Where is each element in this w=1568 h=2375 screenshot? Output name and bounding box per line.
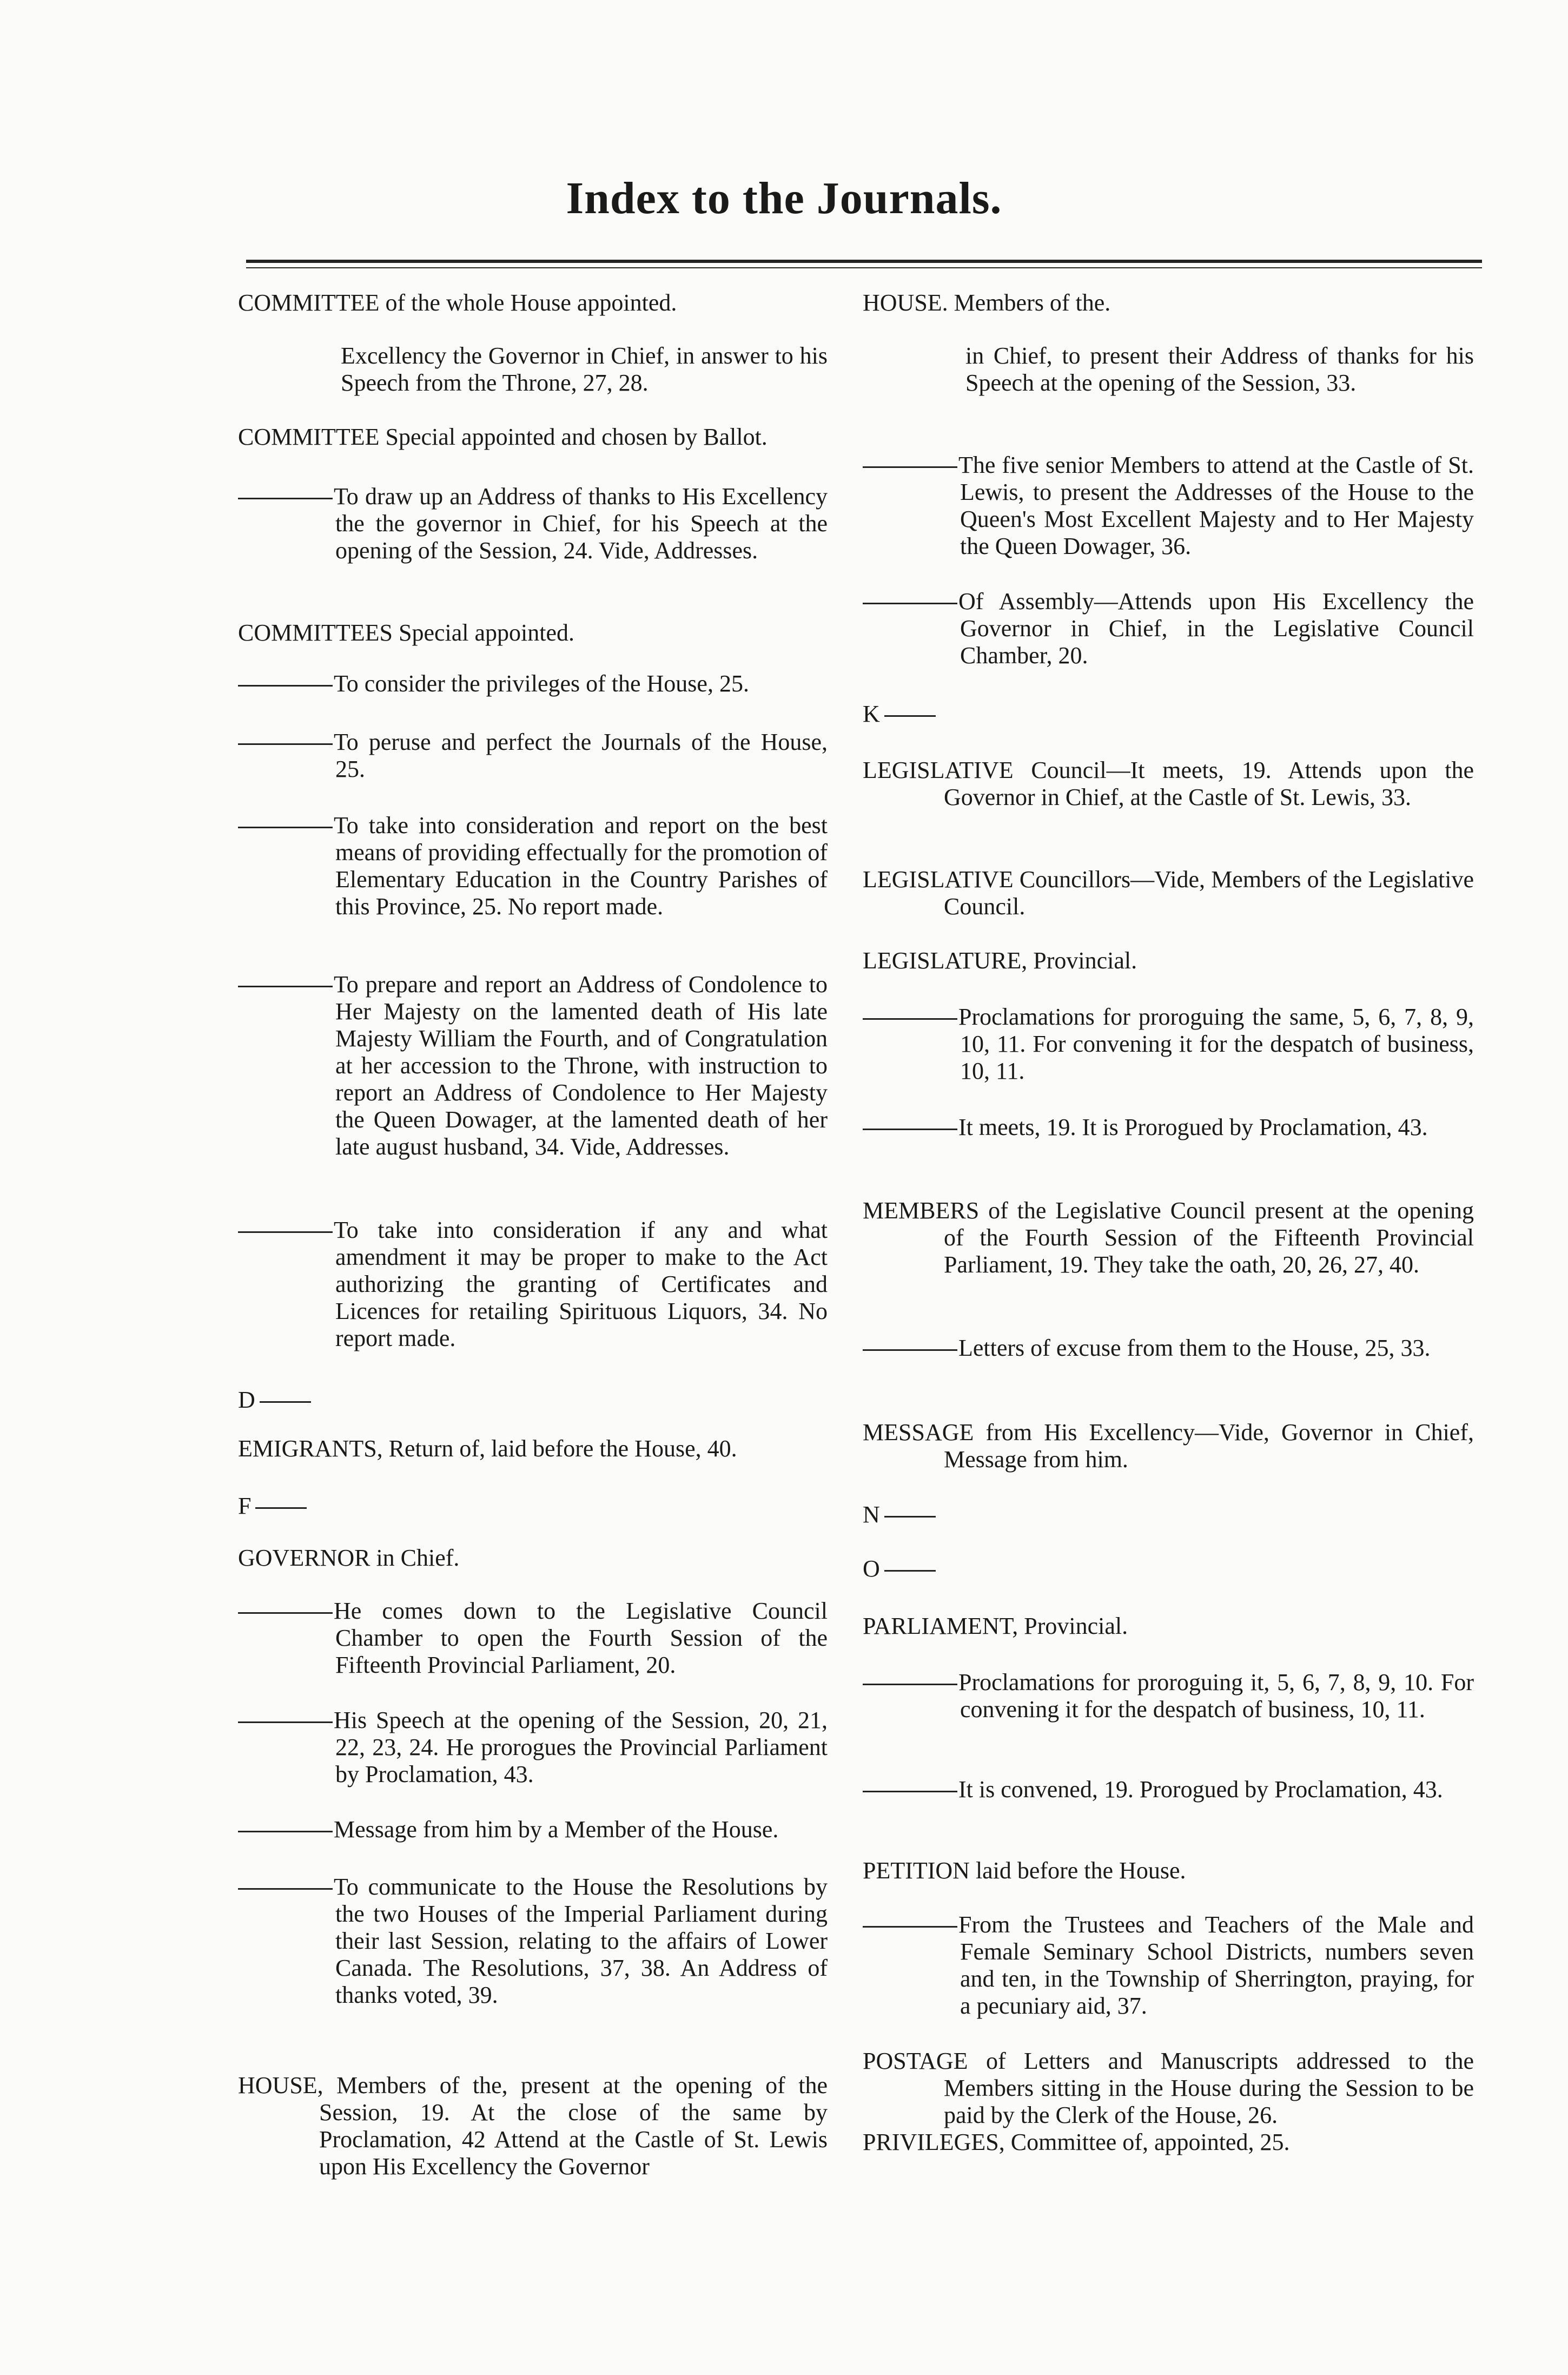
- index-subentry: To take into consideration if any and what amendment it may be proper to make to the Act authorizing the granting of Certificates and Licences for retailing Spirituous Liquors, 34. No report made.: [238, 1217, 828, 1352]
- section-letter: K: [863, 701, 1474, 728]
- em-dash-rule: [238, 1721, 333, 1723]
- index-subentry: Proclamations for proroguing the same, 5, 6, 7, 8, 9, 10, 11. For convening it for the despatch of business, 10, 11.: [863, 1004, 1474, 1085]
- em-dash-rule: [238, 685, 333, 687]
- em-dash-rule: [238, 1888, 333, 1890]
- index-subentry: The five senior Members to attend at the Castle of St. Lewis, to present the Addresses of the House to the Queen's Most Excellent Majesty and to Her Majesty the Queen Dowager, 36.: [863, 452, 1474, 560]
- em-dash-rule: [238, 743, 333, 745]
- index-subentry: To prepare and report an Address of Condolence to Her Majesty on the lamented death of His late Majesty William the Fourth, and of Congratulation at her accession to the Throne, with instruction to report an Address of Condolence to Her Majesty the Queen Dowager, at the lamented death of her late august husband, 34. Vide, Addresses.: [238, 971, 828, 1160]
- section-letter: F: [238, 1493, 828, 1520]
- index-subentry: Letters of excuse from them to the House, 25, 33.: [863, 1335, 1474, 1362]
- index-subentry: To peruse and perfect the Journals of the House, 25.: [238, 729, 828, 783]
- index-subentry: Of Assembly—Attends upon His Excellency the Governor in Chief, in the Legislative Council Chamber, 20.: [863, 588, 1474, 669]
- index-entry: HOUSE, Members of the, present at the opening of the Session, 19. At the close of the same by Proclamation, 42 Attend at the Castle of St. Lewis upon His Excellency the Governor: [238, 2072, 828, 2180]
- index-subentry: To consider the privileges of the House, 25.: [238, 670, 828, 697]
- index-entry: EMIGRANTS, Return of, laid before the House, 40.: [238, 1435, 737, 1462]
- header-rule-thin: [246, 267, 1482, 268]
- em-dash-rule: [863, 466, 957, 468]
- index-entry: in Chief, to present their Address of thanks for his Speech at the opening of the Session, 33.: [965, 342, 1474, 396]
- index-subentry: Proclamations for proroguing it, 5, 6, 7, 8, 9, 10. For convening it for the despatch of business, 10, 11.: [863, 1669, 1474, 1723]
- em-dash-rule: [238, 498, 333, 499]
- section-letter: D: [238, 1387, 828, 1414]
- index-entry: HOUSE. Members of the.: [863, 289, 1111, 316]
- index-entry: LEGISLATURE, Provincial.: [863, 947, 1137, 974]
- em-dash-rule: [863, 1349, 957, 1351]
- index-entry: LEGISLATIVE Council—It meets, 19. Attends upon the Governor in Chief, at the Castle of St. Lewis, 33.: [863, 757, 1474, 810]
- em-dash-rule: [863, 1129, 957, 1130]
- em-dash-rule: [238, 986, 333, 987]
- index-entry: MESSAGE from His Excellency—Vide, Governor in Chief, Message from him.: [863, 1419, 1474, 1473]
- index-subentry: He comes down to the Legislative Council Chamber to open the Fourth Session of the Fifteenth Provincial Parliament, 20.: [238, 1598, 828, 1679]
- index-entry: PETITION laid before the House.: [863, 1857, 1186, 1884]
- index-entry: PARLIAMENT, Provincial.: [863, 1613, 1128, 1639]
- index-entry: GOVERNOR in Chief.: [238, 1545, 460, 1571]
- em-dash-rule: [238, 827, 333, 828]
- index-subentry: To draw up an Address of thanks to His Excellency the the governor in Chief, for his Speech at the opening of the Session, 24. Vide, Addresses.: [238, 483, 828, 564]
- index-subentry: It meets, 19. It is Prorogued by Proclamation, 43.: [863, 1114, 1474, 1141]
- index-entry: Excellency the Governor in Chief, in answer to his Speech from the Throne, 27, 28.: [341, 342, 828, 396]
- index-entry: PRIVILEGES, Committee of, appointed, 25.: [863, 2129, 1290, 2155]
- index-subentry: His Speech at the opening of the Session, 20, 21, 22, 23, 24. He prorogues the Provincial Parliament by Proclamation, 43.: [238, 1707, 828, 1788]
- em-dash-rule: [238, 1231, 333, 1233]
- index-entry: POSTAGE of Letters and Manuscripts addressed to the Members sitting in the House during the Session to be paid by the Clerk of the House, 26.: [863, 2048, 1474, 2128]
- header-rule: [246, 260, 1482, 263]
- index-subentry: To take into consideration and report on the best means of providing effectually for the promotion of Elementary Education in the Country Parishes of this Province, 25. No report made.: [238, 812, 828, 920]
- index-entry: COMMITTEE of the whole House appointed.: [238, 289, 677, 316]
- em-dash-rule: [238, 1831, 333, 1832]
- em-dash-rule: [863, 1018, 957, 1020]
- em-dash-rule: [863, 1791, 957, 1792]
- index-subentry: It is convened, 19. Prorogued by Proclamation, 43.: [863, 1776, 1474, 1803]
- em-dash-rule: [863, 603, 957, 604]
- index-subentry: To communicate to the House the Resolutions by the two Houses of the Imperial Parliament during their last Session, relating to the affairs of Lower Canada. The Resolutions, 37, 38. An Address of thanks voted, 39.: [238, 1873, 828, 2009]
- index-entry: COMMITTEE Special appointed and chosen by Ballot.: [238, 424, 768, 450]
- section-letter: O: [863, 1555, 1474, 1582]
- index-subentry: From the Trustees and Teachers of the Male and Female Seminary School Districts, numbers seven and ten, in the Township of Sherrington, praying, for a pecuniary aid, 37.: [863, 1911, 1474, 2020]
- index-entry: LEGISLATIVE Councillors—Vide, Members of the Legislative Council.: [863, 866, 1474, 920]
- page-title: Index to the Journals.: [566, 173, 1002, 223]
- index-entry: COMMITTEES Special appointed.: [238, 619, 575, 646]
- index-subentry: Message from him by a Member of the House.: [238, 1816, 828, 1843]
- em-dash-rule: [238, 1612, 333, 1614]
- index-entry: MEMBERS of the Legislative Council present at the opening of the Fourth Session of the Fifteenth Provincial Parliament, 19. They take the oath, 20, 26, 27, 40.: [863, 1197, 1474, 1278]
- em-dash-rule: [863, 1684, 957, 1685]
- em-dash-rule: [863, 1926, 957, 1928]
- section-letter: N: [863, 1501, 1474, 1528]
